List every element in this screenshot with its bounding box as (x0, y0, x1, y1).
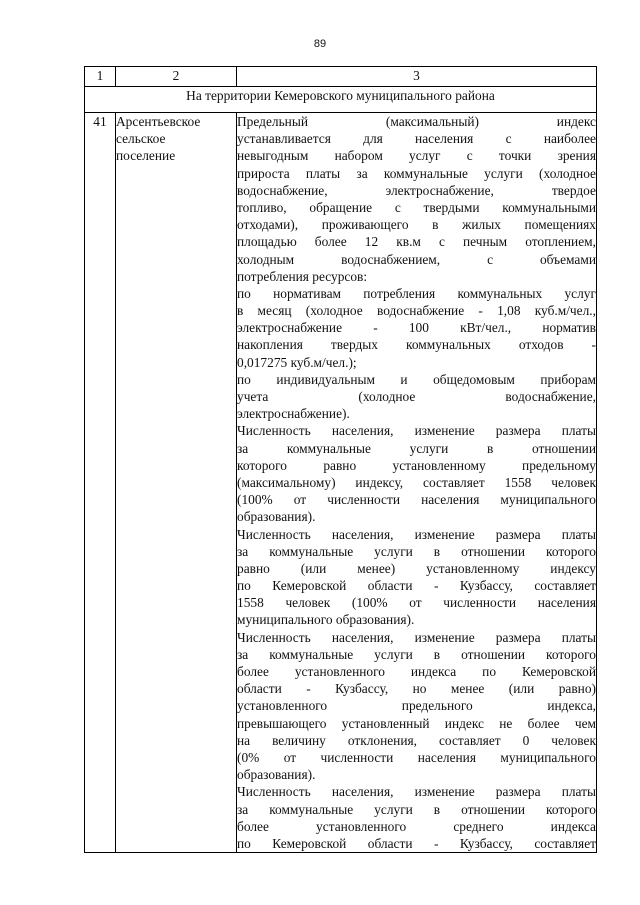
description-line: более установленного среднего индекса (237, 818, 596, 834)
description-line: прироста платы за коммунальные услуги (холодное (237, 165, 596, 181)
section-row (85, 87, 597, 113)
description-line: холодным водоснабжением, с объемами (237, 251, 596, 267)
description-line: устанавливается для населения с наиболее (237, 131, 596, 147)
description-line: электроснабжение - 100 кВт/чел., норматив (237, 320, 596, 336)
description-line: Численность населения, изменение размера платы (237, 526, 596, 542)
description-line: Численность населения, изменение размера платы (237, 423, 596, 439)
page-number: 89 (313, 38, 327, 50)
description-line: за коммунальные услуги в отношении которого (237, 801, 596, 817)
description-line: по Кемеровской области - Кузбассу, составляет (237, 578, 596, 594)
description-line: топливо, обращение с твердыми коммунальными (237, 199, 596, 215)
description-line: превышающего установленный индекс не более чем (237, 715, 596, 731)
description-line: 1558 человек (100% от численности населения (237, 595, 596, 611)
description-line: которого равно установленному предельному (237, 457, 596, 473)
column-header-2: 2 (116, 67, 237, 87)
description-line: по нормативам потребления коммунальных услуг (237, 285, 596, 301)
description-line: области - Кузбассу, но менее (или равно) (237, 681, 596, 697)
section-title: На территории Кемеровского муниципального района (85, 87, 597, 113)
description-line: за коммунальные услуги в отношении которого (237, 543, 596, 559)
description-line: образования). (237, 509, 316, 525)
description-line: равно (или менее) установленному индексу (237, 560, 596, 576)
description-line: на величину отклонения, составляет 0 человек (237, 732, 596, 748)
description-line: водоснабжение, электроснабжение, твердое (237, 182, 596, 198)
description-line: Численность населения, изменение размера платы (237, 784, 596, 800)
description-line: учета (холодное водоснабжение, (237, 389, 596, 404)
description-line: (100% от численности населения муниципального (237, 492, 596, 508)
description-line: накопления твердых коммунальных отходов - (237, 337, 596, 353)
description-line: отходами), проживающего в жилых помещениях (237, 217, 596, 233)
description-line: по индивидуальным и общедомовым приборам (237, 371, 596, 387)
description-line: Численность населения, изменение размера платы (237, 629, 596, 645)
description-line: в месяц (холодное водоснабжение - 1,08 куб.м/чел., (237, 303, 596, 319)
description-line: (0% от численности населения муниципального (237, 749, 596, 765)
description-line: 0,017275 куб.м/чел.); (237, 354, 357, 370)
description-line: образования). (237, 767, 316, 783)
settlement-name-line: Арсентьевское (116, 114, 201, 129)
description-line: за коммунальные услуги в отношении (237, 440, 596, 456)
index-table (84, 66, 597, 853)
description-line: потребления ресурсов: (237, 268, 368, 284)
settlement-name (116, 113, 237, 853)
settlement-name-line: сельское (116, 131, 166, 147)
description-line: (максимальному) индексу, составляет 1558 человек (237, 474, 596, 490)
settlement-name-line: поселение (116, 148, 176, 164)
description-line: по Кемеровской области - Кузбассу, составляет (237, 835, 596, 851)
column-header-1: 1 (85, 67, 116, 87)
table-row (85, 113, 597, 853)
description-line: более установленного индекса по Кемеровской (237, 664, 596, 679)
index-description (237, 113, 597, 853)
description-line: за коммунальные услуги в отношении которого (237, 646, 596, 662)
column-header-3: 3 (237, 67, 597, 87)
description-line: установленного предельного индекса, (237, 698, 596, 714)
description-line: невыгодным набором услуг с точки зрения (237, 148, 596, 164)
row-number: 41 (85, 113, 116, 853)
description-line: площадью более 12 кв.м с печным отоплением, (237, 234, 596, 250)
table-header-row (85, 67, 597, 87)
description-line: Предельный (максимальный) индекс (237, 114, 596, 129)
description-line: электроснабжение). (237, 406, 350, 422)
description-line: муниципального образования). (237, 612, 415, 628)
